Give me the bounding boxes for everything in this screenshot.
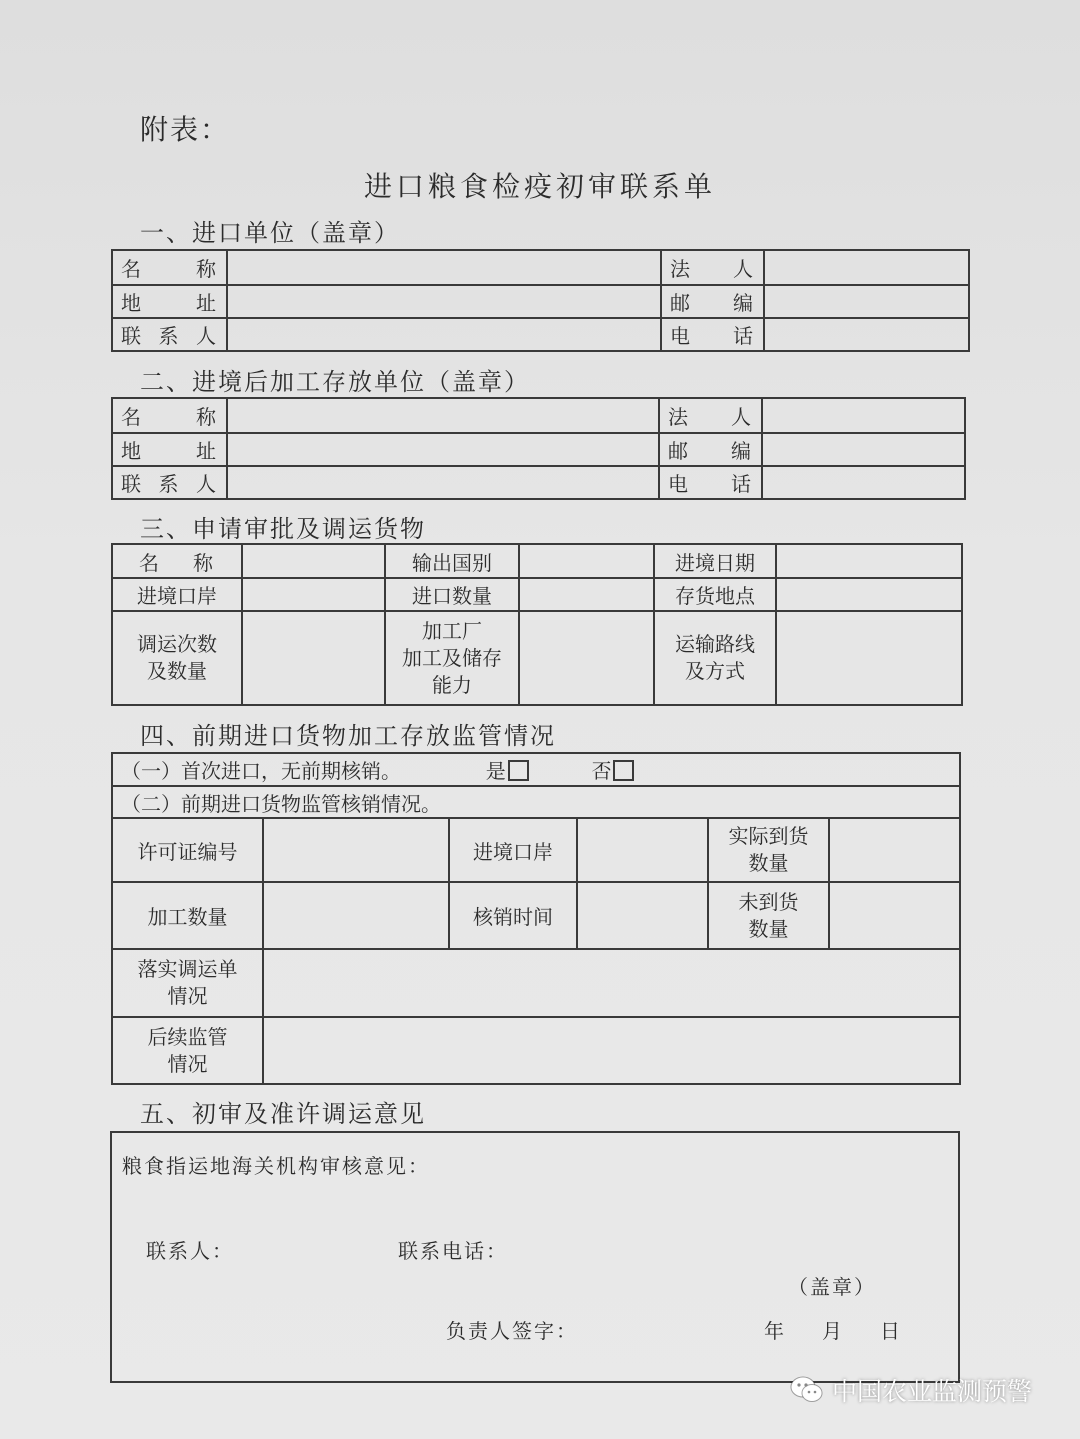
label-factory-capacity: 加工厂 加工及储存 能力 bbox=[385, 611, 519, 705]
yes-label: 是 bbox=[485, 759, 506, 783]
address-field[interactable] bbox=[227, 285, 661, 318]
wechat-icon bbox=[790, 1375, 824, 1405]
label-name: 名 称 bbox=[112, 398, 227, 433]
actual-quantity-field[interactable] bbox=[829, 818, 960, 882]
label-transport-route: 运输路线 及方式 bbox=[654, 611, 776, 705]
storage-location-field[interactable] bbox=[776, 578, 962, 611]
month-label: 月 bbox=[822, 1319, 844, 1343]
transport-route-field[interactable] bbox=[776, 611, 962, 705]
section1-table bbox=[111, 249, 970, 352]
entry-port-field[interactable] bbox=[242, 578, 385, 611]
entry-port-field[interactable] bbox=[577, 818, 708, 882]
label-entry-port: 进境口岸 bbox=[449, 818, 577, 882]
phone-field[interactable] bbox=[762, 466, 965, 499]
legal-person-field[interactable] bbox=[762, 398, 965, 433]
label-dispatch-status: 落实调运单 情况 bbox=[112, 949, 263, 1017]
label-storage-location: 存货地点 bbox=[654, 578, 776, 611]
label-writeoff-time: 核销时间 bbox=[449, 882, 577, 949]
page-label: 附表： bbox=[140, 113, 231, 146]
section3-heading: 三、申请审批及调运货物 bbox=[140, 515, 426, 543]
postcode-field[interactable] bbox=[764, 285, 969, 318]
no-option[interactable] bbox=[591, 759, 634, 783]
label-import-quantity: 进口数量 bbox=[385, 578, 519, 611]
label-license-number: 许可证编号 bbox=[112, 818, 263, 882]
label-processing-quantity: 加工数量 bbox=[112, 882, 263, 949]
contact-phone-label: 联系电话： bbox=[398, 1239, 508, 1263]
first-import-row bbox=[112, 753, 960, 786]
label-legal-person: 法 人 bbox=[659, 398, 762, 433]
no-label: 否 bbox=[591, 759, 612, 783]
label-actual-quantity: 实际到货 数量 bbox=[708, 818, 829, 882]
label-contact: 联 系 人 bbox=[112, 318, 227, 351]
label-legal-person: 法 人 bbox=[661, 250, 764, 285]
legal-person-field[interactable] bbox=[764, 250, 969, 285]
import-quantity-field[interactable] bbox=[519, 578, 654, 611]
section4-heading: 四、前期进口货物加工存放监管情况 bbox=[140, 722, 556, 750]
label-contact: 联 系 人 bbox=[112, 466, 227, 499]
writeoff-time-field[interactable] bbox=[577, 882, 708, 949]
transport-times-field[interactable] bbox=[242, 611, 385, 705]
factory-capacity-field[interactable] bbox=[519, 611, 654, 705]
yes-checkbox[interactable] bbox=[508, 760, 529, 781]
name-field[interactable] bbox=[227, 398, 659, 433]
watermark bbox=[790, 1372, 1032, 1408]
pending-quantity-field[interactable] bbox=[829, 882, 960, 949]
yes-option[interactable] bbox=[486, 759, 529, 783]
contact-field[interactable] bbox=[227, 466, 659, 499]
goods-name-field[interactable] bbox=[242, 544, 385, 578]
label-pending-quantity: 未到货 数量 bbox=[708, 882, 829, 949]
address-field[interactable] bbox=[227, 433, 659, 466]
label-postcode: 邮 编 bbox=[661, 285, 764, 318]
entry-date-field[interactable] bbox=[776, 544, 962, 578]
label-followup-supervision: 后续监管 情况 bbox=[112, 1017, 263, 1084]
watermark-text: 中国农业监测预警 bbox=[832, 1377, 1033, 1406]
label-goods-name: 名 称 bbox=[112, 544, 242, 578]
contact-field[interactable] bbox=[227, 318, 661, 351]
label-entry-port: 进境口岸 bbox=[112, 578, 242, 611]
first-import-text: （一）首次进口，无前期核销。 bbox=[121, 759, 401, 783]
label-transport-times: 调运次数 及数量 bbox=[112, 611, 242, 705]
section1-heading: 一、进口单位（盖章） bbox=[140, 219, 400, 247]
previous-import-row: （二）前期进口货物监管核销情况。 bbox=[112, 786, 960, 818]
postcode-field[interactable] bbox=[762, 433, 965, 466]
section2-heading: 二、进境后加工存放单位（盖章） bbox=[140, 368, 530, 396]
contact-label: 联系人： bbox=[146, 1239, 234, 1263]
label-name: 名 称 bbox=[112, 250, 227, 285]
label-phone: 电 话 bbox=[659, 466, 762, 499]
opinion-box[interactable] bbox=[110, 1131, 960, 1383]
label-address: 地 址 bbox=[112, 433, 227, 466]
export-country-field[interactable] bbox=[519, 544, 654, 578]
document-title: 进口粮食检疫初审联系单 bbox=[363, 170, 716, 203]
followup-supervision-field[interactable] bbox=[263, 1017, 960, 1084]
section4-table bbox=[111, 752, 961, 1085]
processing-quantity-field[interactable] bbox=[263, 882, 449, 949]
year-label: 年 bbox=[764, 1319, 786, 1343]
signature-label: 负责人签字： bbox=[446, 1319, 578, 1343]
opinion-label: 粮食指运地海关机构审核意见： bbox=[122, 1154, 430, 1178]
label-address: 地 址 bbox=[112, 285, 227, 318]
section3-table bbox=[111, 543, 963, 706]
no-checkbox[interactable] bbox=[613, 760, 634, 781]
license-number-field[interactable] bbox=[263, 818, 449, 882]
phone-field[interactable] bbox=[764, 318, 969, 351]
day-label: 日 bbox=[880, 1319, 902, 1343]
seal-label: （盖章） bbox=[788, 1275, 876, 1299]
label-phone: 电 话 bbox=[661, 318, 764, 351]
dispatch-status-field[interactable] bbox=[263, 949, 960, 1017]
label-export-country: 输出国别 bbox=[385, 544, 519, 578]
section2-table bbox=[111, 397, 966, 500]
label-entry-date: 进境日期 bbox=[654, 544, 776, 578]
name-field[interactable] bbox=[227, 250, 661, 285]
label-postcode: 邮 编 bbox=[659, 433, 762, 466]
section5-heading: 五、初审及准许调运意见 bbox=[140, 1100, 426, 1128]
